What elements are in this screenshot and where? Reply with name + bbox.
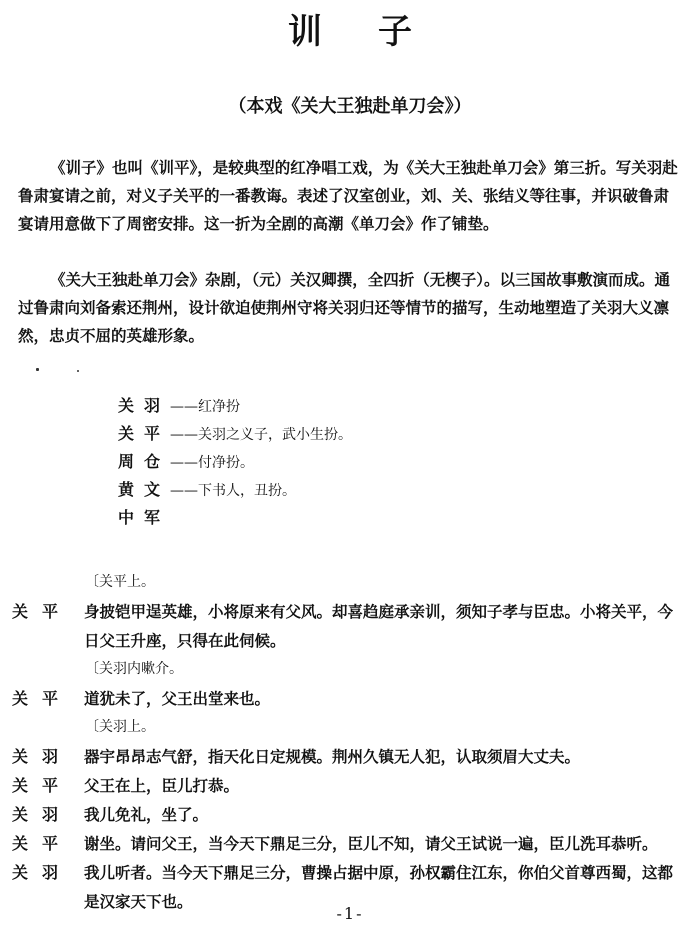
stage-direction: 〔关平上。 bbox=[85, 574, 155, 590]
speaker-name: 关羽 bbox=[12, 863, 73, 882]
speaker-name: 关羽 bbox=[12, 747, 73, 766]
cast-name: 周仓 bbox=[118, 452, 171, 471]
cast-row bbox=[118, 392, 352, 420]
dialogue-line bbox=[0, 597, 700, 655]
cast-desc: ——付净扮。 bbox=[170, 455, 254, 471]
speech-text: 道犹未了，父王出堂来也。 bbox=[84, 689, 271, 708]
cast-list bbox=[118, 392, 352, 532]
cast-row bbox=[118, 504, 352, 532]
cast-row bbox=[118, 420, 352, 448]
dialogue-line bbox=[0, 771, 700, 800]
speech-text: 谢坐。请问父王，当今天下鼎足三分，臣儿不知，请父王试说一遍，臣儿洗耳恭听。 bbox=[84, 834, 658, 853]
dialogue-line bbox=[0, 829, 700, 858]
intro-paragraph: 《训子》也叫《训平》，是较典型的红净唱工戏，为《关大王独赴单刀会》第三折。写关羽赴鲁肃宴请之前，对义子关平的一番教诲。表述了汉室创业，刘、关、张结义等往事，并识破鲁肃宴请用意做下了周密安排。这一折为全剧的高潮《单刀会》作了铺垫。 bbox=[18, 158, 678, 233]
cast-name: 黄文 bbox=[118, 480, 171, 499]
page-title: 训子 bbox=[288, 12, 468, 52]
cast-name: 关平 bbox=[118, 424, 171, 443]
script-body bbox=[0, 568, 700, 916]
cast-row bbox=[118, 448, 352, 476]
cast-desc: ——下书人，丑扮。 bbox=[170, 483, 296, 499]
cast-row bbox=[118, 476, 352, 504]
speech-text: 父王在上，臣儿打恭。 bbox=[84, 776, 240, 795]
speaker-name: 关平 bbox=[12, 689, 73, 708]
speech-text: 我儿听者。当今天下鼎足三分，曹操占据中原，孙权霸住江东，你伯父首尊西蜀，这都是汉家天下也。 bbox=[84, 863, 674, 911]
stage-direction: 〔关羽上。 bbox=[85, 719, 155, 735]
page-number: -1- bbox=[336, 904, 364, 923]
intro-paragraph: 《关大王独赴单刀会》杂剧，（元）关汉卿撰，全四折（无楔子）。以三国故事敷演而成。通过鲁肃向刘备索还荆州，设计欲迫使荆州守将关羽归还等情节的描写，生动地塑造了关羽大义凛然，忠贞不屈的英雄形象。 bbox=[18, 270, 671, 345]
stage-direction: 〔关羽内嗽介。 bbox=[85, 661, 183, 677]
speech-text: 身披铠甲逞英雄，小将原来有父风。却喜趋庭承亲训，须知子孝与臣忠。小将关平，今日父王升座，只得在此伺候。 bbox=[84, 602, 674, 650]
speaker-name: 关羽 bbox=[12, 805, 73, 824]
speaker-name: 关平 bbox=[12, 602, 73, 621]
cast-name: 中军 bbox=[118, 508, 171, 527]
dialogue-line bbox=[0, 684, 700, 713]
print-speck bbox=[36, 368, 39, 371]
subtitle: （本戏《关大王独赴单刀会》） bbox=[228, 96, 472, 117]
speaker-name: 关平 bbox=[12, 776, 73, 795]
cast-desc: ——红净扮 bbox=[170, 399, 240, 415]
speech-text: 器宇昂昂志气舒，指天化日定规模。荆州久镇无人犯，认取须眉大丈夫。 bbox=[84, 747, 581, 766]
dialogue-line bbox=[0, 800, 700, 829]
cast-name: 关羽 bbox=[118, 396, 171, 415]
dialogue-line bbox=[0, 742, 700, 771]
cast-desc: ——关羽之义子，武小生扮。 bbox=[170, 427, 352, 443]
speaker-name: 关平 bbox=[12, 834, 73, 853]
speech-text: 我儿免礼，坐了。 bbox=[84, 805, 209, 824]
print-speck bbox=[77, 370, 79, 372]
